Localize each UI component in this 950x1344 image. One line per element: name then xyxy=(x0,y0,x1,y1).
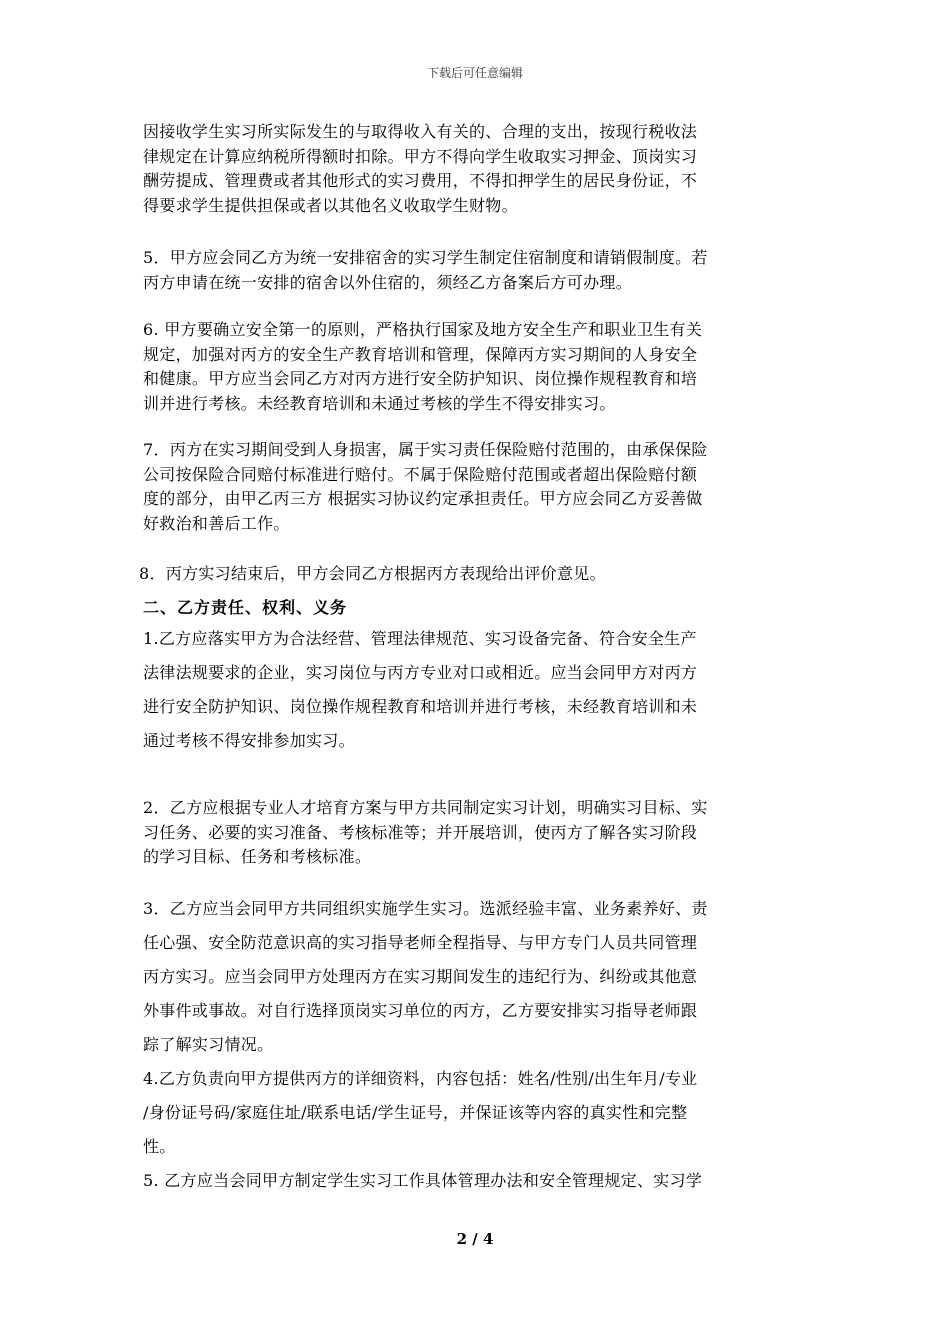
text-line: 性。 xyxy=(143,1137,176,1156)
list-item xyxy=(143,796,708,870)
page-header: 下载后可任意编辑 xyxy=(426,66,523,80)
text-line: 2．乙方应根据专业人才培育方案与甲方共同制定实习计划，明确实习目标、实 xyxy=(143,798,708,817)
text-line: 法律法规要求的企业，实习岗位与丙方专业对口或相近。应当会同甲方对丙方 xyxy=(143,663,698,682)
page-number: 2 / 4 xyxy=(456,1230,494,1248)
text-line: 6. 甲方要确立安全第一的原则，严格执行国家及地方安全生产和职业卫生有关 xyxy=(143,320,703,339)
text-line: 进行安全防护知识、岗位操作规程教育和培训并进行考核，未经教育培训和未 xyxy=(143,697,698,716)
text-line: 度的部分，由甲乙丙三方 根据实习协议约定承担责任。甲方应会同乙方妥善做 xyxy=(143,489,703,508)
text-line: 踪了解实习情况。 xyxy=(143,1035,274,1054)
text-line: 外事件或事故。对自行选择顶岗实习单位的丙方，乙方要安排实习指导老师跟 xyxy=(143,1001,698,1020)
list-item xyxy=(143,622,697,758)
text-line: 习任务、必要的实习准备、考核标准等；并开展培训，使丙方了解各实习阶段 xyxy=(143,822,698,842)
text-line: 7．丙方在实习期间受到人身损害，属于实习责任保险赔付范围的，由承保保险 xyxy=(143,440,708,459)
text-line: 和健康。甲方应当会同乙方对丙方进行安全防护知识、岗位操作规程教育和培 xyxy=(143,369,698,388)
list-item xyxy=(143,892,708,1062)
text-line: 任心强、安全防范意识高的实习指导老师全程指导、与甲方专门人员共同管理 xyxy=(143,933,698,952)
list-item xyxy=(143,1164,702,1198)
text-line: 得要求学生提供担保或者以其他名义收取学生财物。 xyxy=(143,195,518,215)
paragraph xyxy=(143,120,697,218)
text-line: 丙方申请在统一安排的宿舍以外住宿的，须经乙方备案后方可办理。 xyxy=(143,272,633,292)
section-heading: 二、乙方责任、权利、义务 xyxy=(143,598,348,617)
text-line: 1.乙方应落实甲方为合法经营、管理法律规范、实习设备完备、符合安全生产 xyxy=(143,629,697,648)
text-line: 训并进行考核。未经教育培训和未通过考核的学生不得安排实习。 xyxy=(143,393,616,413)
paragraph xyxy=(143,246,708,295)
text-line: 3．乙方应当会同甲方共同组织实施学生实习。选派经验丰富、业务素养好、责 xyxy=(143,899,708,918)
text-line: 因接收学生实习所实际发生的与取得收入有关的、合理的支出，按现行税收法 xyxy=(143,122,698,141)
text-line: 规定，加强对丙方的安全生产教育培训和管理，保障丙方实习期间的人身安全 xyxy=(143,344,698,364)
text-line: 通过考核不得安排参加实习。 xyxy=(143,731,355,750)
text-line: 丙方实习。应当会同甲方处理丙方在实习期间发生的违纪行为、纠纷或其他意 xyxy=(143,967,698,986)
paragraph xyxy=(143,438,708,536)
paragraph xyxy=(143,318,702,416)
text-line: 好救治和善后工作。 xyxy=(143,513,290,533)
text-line: 的学习目标、任务和考核标准。 xyxy=(143,847,372,866)
paragraph xyxy=(139,562,606,587)
text-line: 4.乙方负责向甲方提供丙方的详细资料，内容包括：姓名/性别/出生年月/专业 xyxy=(143,1069,698,1088)
text-line: 酬劳提成、管理费或者其他形式的实习费用，不得扣押学生的居民身份证，不 xyxy=(143,171,698,190)
text-line: /身份证号码/家庭住址/联系电话/学生证号，并保证该等内容的真实性和完整 xyxy=(143,1103,688,1122)
list-item xyxy=(143,1062,698,1164)
text-line: 律规定在计算应纳税所得额时扣除。甲方不得向学生收取实习押金、顶岗实习 xyxy=(143,146,698,166)
text-line: 公司按保险合同赔付标准进行赔付。不属于保险赔付范围或者超出保险赔付额 xyxy=(143,464,698,484)
text-line: 5. 乙方应当会同甲方制定学生实习工作具体管理办法和安全管理规定、实习学 xyxy=(143,1171,703,1190)
text-line: 8．丙方实习结束后，甲方会同乙方根据丙方表现给出评价意见。 xyxy=(139,564,606,583)
text-line: 5．甲方应会同乙方为统一安排宿舍的实习学生制定住宿制度和请销假制度。若 xyxy=(143,248,708,267)
